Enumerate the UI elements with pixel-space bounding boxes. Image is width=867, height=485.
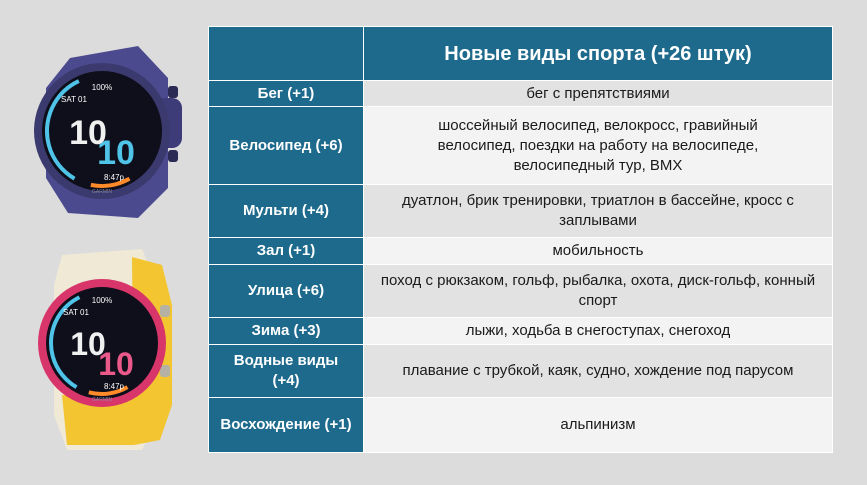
watch1-battery: 100% — [91, 83, 113, 92]
watch2-date: SAT 01 — [63, 308, 89, 317]
watch2-small-time: 8:47p — [103, 382, 125, 391]
category-cell: Бег (+1) — [209, 81, 364, 107]
description-cell: лыжи, ходьба в снегоступах, снегоход — [364, 318, 833, 345]
category-cell: Мульти (+4) — [209, 185, 364, 238]
description-cell: шоссейный велосипед, велокросс, гравийный велосипед, поездки на работу на велосипеде, велосипедный тур, BMX — [364, 107, 833, 185]
table-row — [209, 345, 833, 398]
watch1-hour: 10 — [69, 114, 107, 152]
sports-table — [208, 26, 833, 453]
table-row — [209, 185, 833, 238]
description-cell: альпинизм — [364, 398, 833, 453]
table-title: Новые виды спорта (+26 штук) — [364, 27, 833, 81]
category-cell: Велосипед (+6) — [209, 107, 364, 185]
description-cell: мобильность — [364, 238, 833, 265]
description-cell: бег с препятствиями — [364, 81, 833, 107]
description-cell: поход с рюкзаком, гольф, рыбалка, охота, диск-гольф, конный спорт — [364, 265, 833, 318]
description-cell: дуатлон, брик тренировки, триатлон в бассейне, кросс с заплывами — [364, 185, 833, 238]
watch1-brand: GARMIN — [92, 189, 112, 195]
category-cell: Зима (+3) — [209, 318, 364, 345]
category-cell: Улица (+6) — [209, 265, 364, 318]
watch1-small-time: 8:47p — [103, 173, 125, 182]
table-header-row — [209, 27, 833, 81]
table-row — [209, 238, 833, 265]
description-cell: плавание с трубкой, каяк, судно, хождение под парусом — [364, 345, 833, 398]
category-cell: Водные виды (+4) — [209, 345, 364, 398]
purple-watch-image — [18, 38, 193, 223]
table-row — [209, 107, 833, 185]
watch2-minute: 10 — [98, 346, 134, 382]
table-row — [209, 318, 833, 345]
header-empty-cell — [209, 27, 364, 81]
category-cell: Зал (+1) — [209, 238, 364, 265]
category-cell: Восхождение (+1) — [209, 398, 364, 453]
table-row — [209, 398, 833, 453]
table-row — [209, 265, 833, 318]
table-row — [209, 81, 833, 107]
watch1-date: SAT 01 — [61, 95, 87, 104]
watch1-minute: 10 — [97, 134, 135, 172]
watch2-battery: 100% — [91, 296, 113, 305]
watch2-brand: GARMIN — [92, 397, 112, 403]
watch2-hour: 10 — [70, 326, 106, 362]
white-watch-image — [22, 245, 192, 455]
